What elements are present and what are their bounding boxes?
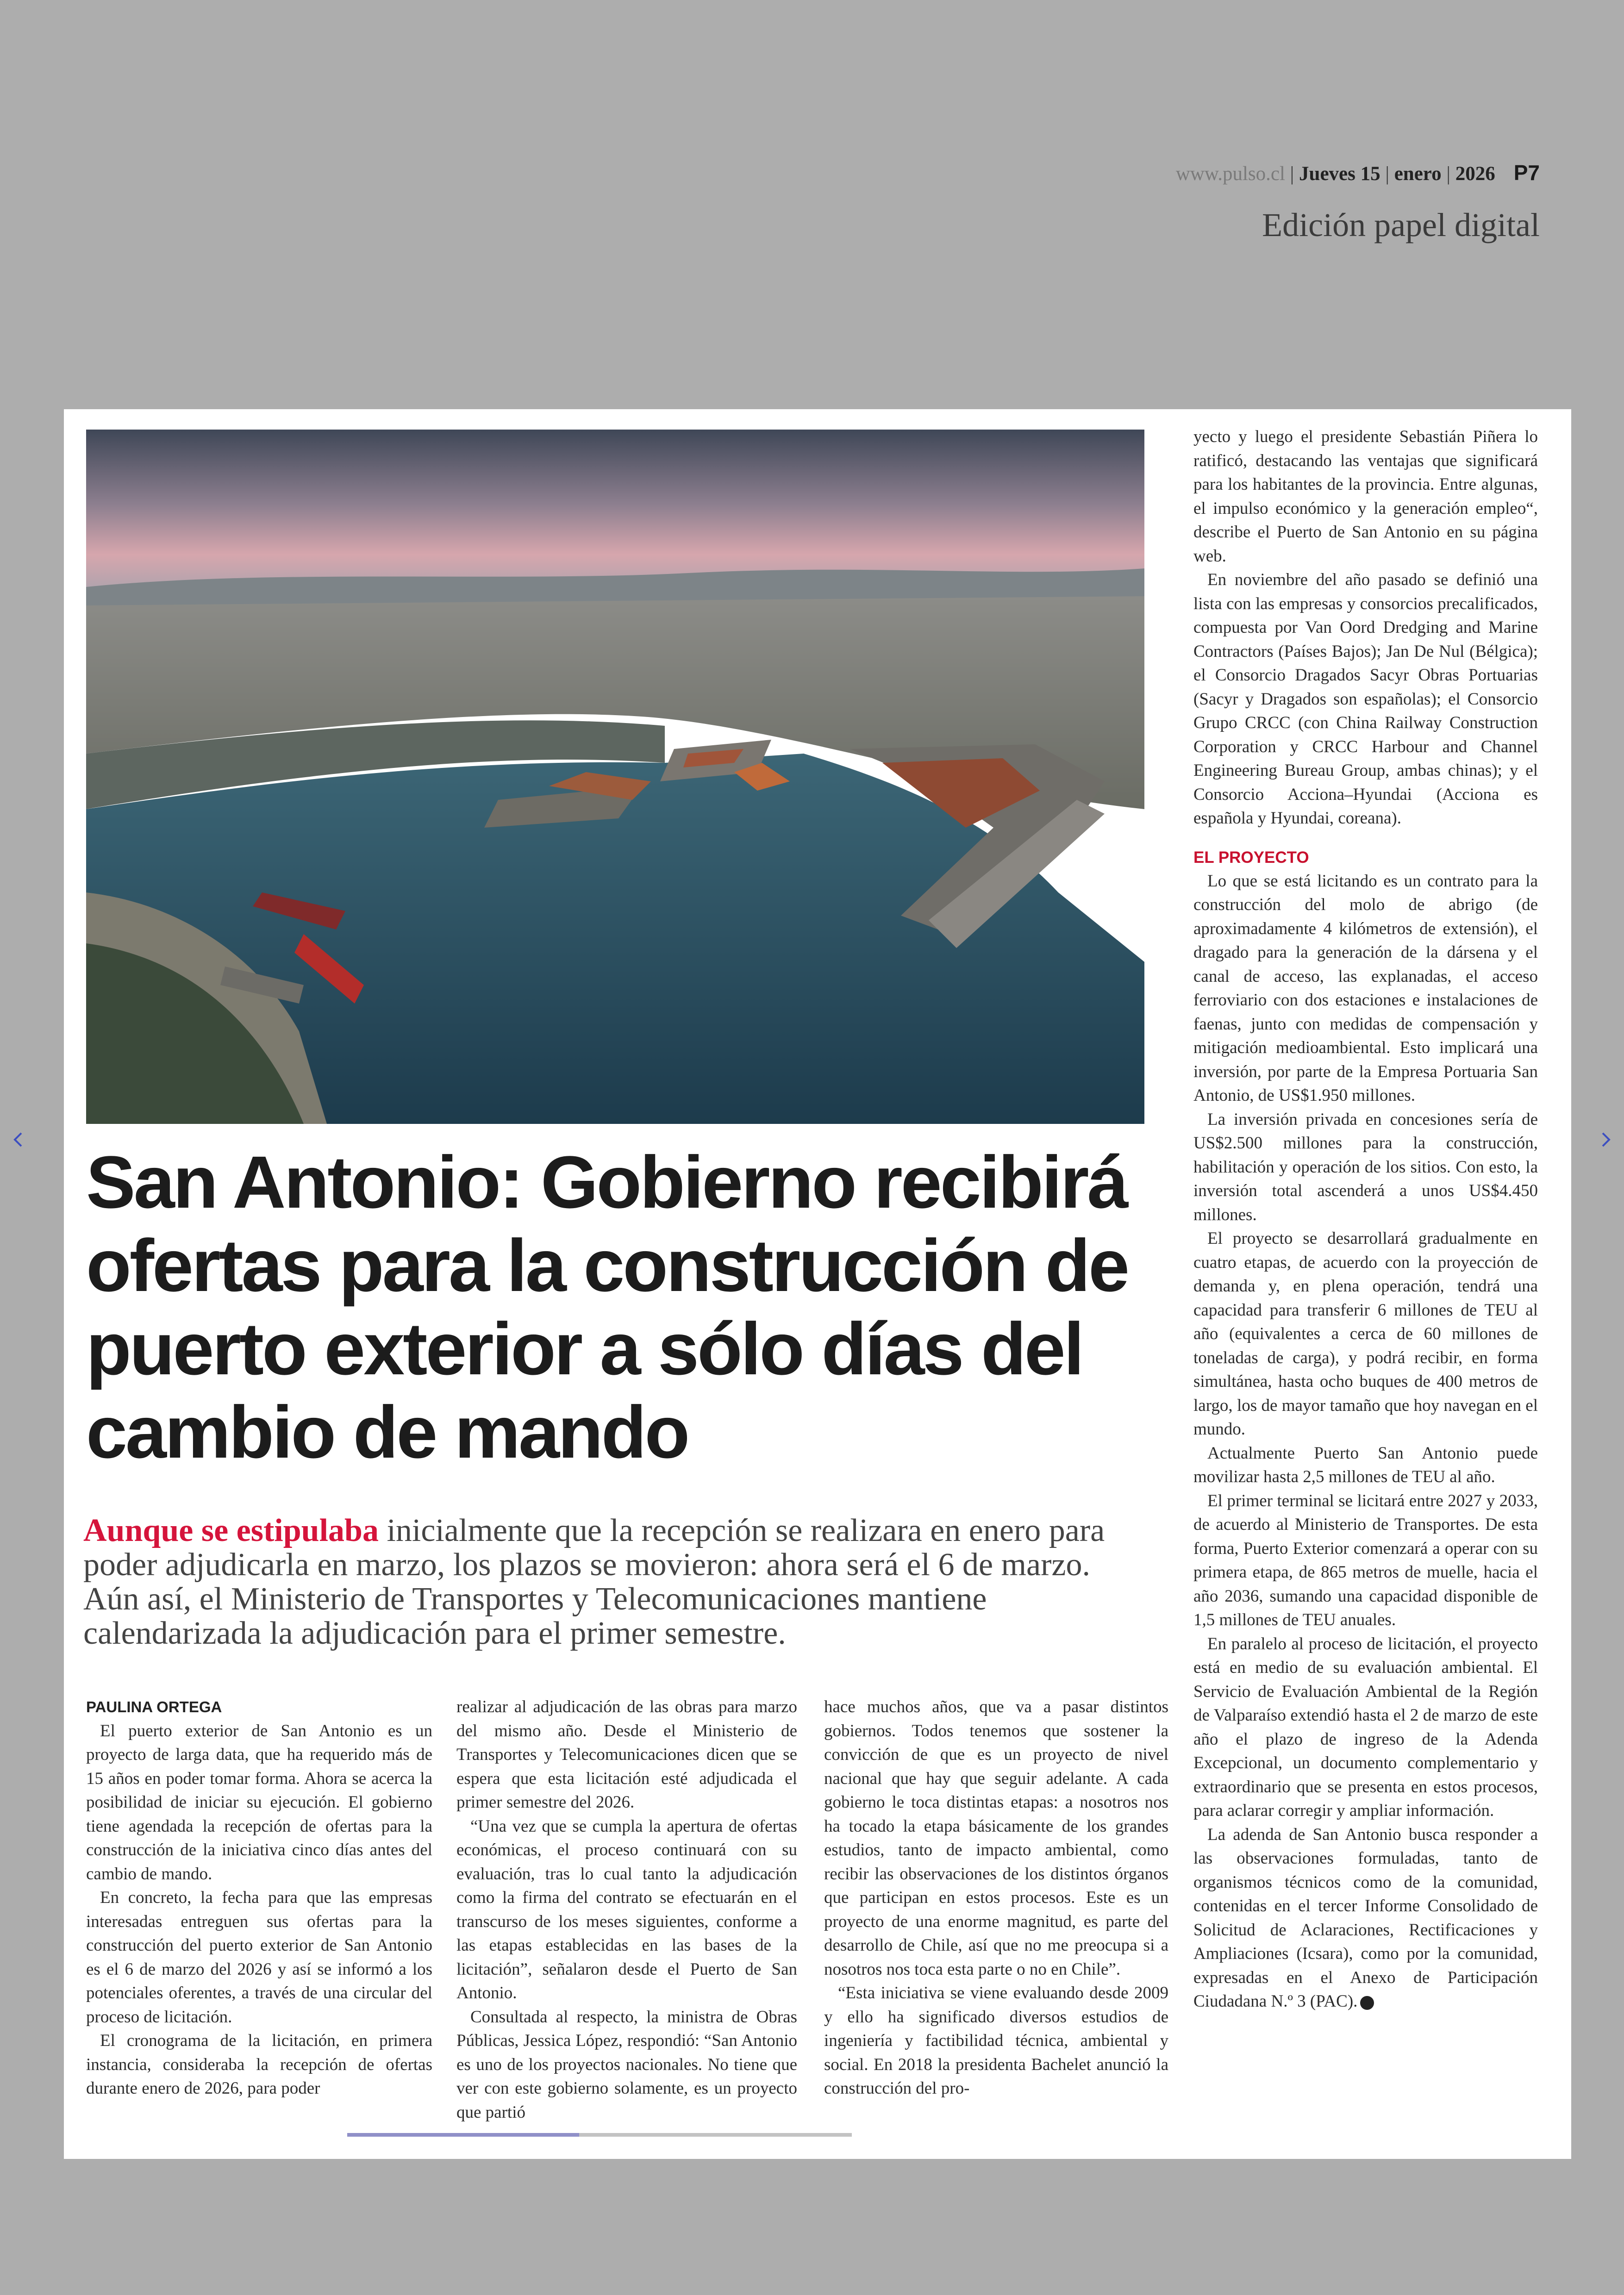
paragraph: La adenda de San Antonio busca responder a las observaciones formuladas, tanto de organismos técnicos como de la comunidad, contenidas en el tercer Informe Consolidado de Solicitud de Aclaraciones, Rectificaciones y Ampliaciones (Icsara), como por la comunidad, expresadas en el Anexo de Participación Ciudadana N.º 3 (PAC).: [1193, 1825, 1538, 2011]
chevron-left-icon: [8, 1129, 29, 1150]
paragraph: realizar al adjudicación de las obras para marzo del mismo año. Desde el Ministerio de Transportes y Telecomunicaciones dicen que se espera que esta licitación esté adjudicada el primer semestre del 2026.: [456, 1697, 797, 1812]
paragraph: Consultada al respecto, la ministra de Obras Públicas, Jessica López, respondió: “San Antonio es uno de los proyectos nacionales. No tiene que ver con este gobierno solamente, es un proyecto que partió: [456, 2007, 797, 2122]
lead-highlight: Aunque se estipulaba: [83, 1513, 379, 1548]
paragraph: El cronograma de la licitación, en primera instancia, consideraba la recepción de ofertas durante enero de 2026, para poder: [86, 2031, 432, 2098]
page-scroll-progress[interactable]: [347, 2133, 852, 2137]
date-year: 2026: [1455, 163, 1495, 185]
paragraph: hace muchos años, que va a pasar distintos gobiernos. Todos tenemos que sostener la convicción de que es un proyecto de nivel nacional que hay que seguir adelante. A cada gobierno le toca distintas etapas: a nosotros nos ha tocado la etapa básicamente de los grandes estudios, tanto de impacto ambiental, como recibir las observaciones de los distintos órganos que participan en estos procesos. Este es un proyecto de una enorme magnitud, es parte del desarrollo de Chile, así que no me preocupa si a nosotros nos toca esta parte o no en Chile”.: [824, 1697, 1168, 1979]
section-heading: EL PROYECTO: [1193, 848, 1309, 867]
progress-fill: [347, 2133, 579, 2137]
paragraph: La inversión privada en concesiones sería de US$2.500 millones para la construcción, habilitación y operación de los sitios. Con esto, la inversión total ascenderá a unos US$4.450 millones.: [1193, 1110, 1538, 1224]
article-column-3: [824, 1695, 1168, 2101]
article-column-1: [86, 1695, 432, 2101]
lead-text: inicialmente que la recepción se realizara en enero para poder adjudicarla en marzo, los plazos se movieron: ahora será el 6 de marzo. Aún así, el Ministerio de Transportes y Telecomunicaciones mantiene calendarizada la adjudicación para el primer semestre.: [83, 1513, 1105, 1651]
site-url[interactable]: www.pulso.cl: [1175, 163, 1285, 185]
paragraph: “Una vez que se cumpla la apertura de ofertas económicas, el proceso continuará con su evaluación, tras lo cual tanto la adjudicación como la firma del contrato se efectuarán en el transcurso de los meses siguientes, conforme a las etapas establecidas en las bases de la licitación”, señalaron desde el Puerto de San Antonio.: [456, 1816, 797, 2002]
end-of-article-icon: [1360, 1996, 1374, 2010]
edition-label: Edición papel digital: [1262, 206, 1540, 243]
byline: PAULINA ORTEGA: [86, 1698, 222, 1715]
date-month: enero: [1394, 163, 1442, 185]
paragraph: En concreto, la fecha para que las empresas interesadas entreguen sus ofertas para la construcción del puerto exterior de San Antonio es el 6 de marzo del 2026 y así se informó a los potenciales oferentes, a través de una circular del proceso de licitación.: [86, 1888, 432, 2027]
article-lead: [83, 1514, 1148, 1651]
paragraph: Lo que se está licitando es un contrato para la construcción del molo de abrigo (de aproximadamente 4 kilómetros de extensión), el dragado para la generación de la dársena y el canal de acceso, las explanadas, el acceso ferroviario con dos estaciones e instalaciones de faenas, junto con medidas de compensación y mitigación medioambiental. Esto implicará una inversión, por parte de la Empresa Portuaria San Antonio, de US$1.950 millones.: [1193, 871, 1538, 1105]
paragraph: Actualmente Puerto San Antonio puede movilizar hasta 2,5 millones de TEU al año.: [1193, 1443, 1538, 1486]
page-number: P7: [1513, 161, 1540, 185]
paragraph: En noviembre del año pasado se definió una lista con las empresas y consorcios precalificados, compuesta por Van Oord Dredging and Marine Contractors (Países Bajos); Jan De Nul (Bélgica); el Consorcio Dragados Sacyr Obras Portuarias (Sacyr y Dragados son españolas); el Consorcio Grupo CRCC (con China Railway Construction Corporation y CRCC Harbour and Channel Engineering Bureau Group, ambas chinas); y el Consorcio Acciona–Hyundai (Acciona es española y Hyundai, coreana).: [1193, 570, 1538, 828]
newspaper-page: [64, 409, 1571, 2159]
article-column-2: [456, 1695, 797, 2124]
date-day: Jueves 15: [1299, 163, 1380, 185]
chevron-right-icon: [1595, 1129, 1616, 1150]
paragraph: En paralelo al proceso de licitación, el proyecto está en medio de su evaluación ambiental. El Servicio de Evaluación Ambiental de la Región de Valparaíso extendió hasta el 2 de marzo de este año el plazo de ingreso de la Adenda Excepcional, un documento complementario y extraordinario que se presenta en estos procesos, para aclarar corregir y ampliar información.: [1193, 1634, 1538, 1820]
article-column-4: [1193, 425, 1538, 2014]
paragraph: El primer terminal se licitará entre 2027 y 2033, de acuerdo al Ministerio de Transportes. De esta forma, Puerto Exterior comenzará a operar con su primera etapa, de 865 metros de muelle, hacia el año 2036, sumando una capacidad disponible de 1,5 millones de TEU anuales.: [1193, 1491, 1538, 1629]
paragraph: yecto y luego el presidente Sebastián Piñera lo ratificó, destacando las ventajas que significará para los habitantes de la provincia. Entre algunas, el impulso económico y la generación empleo“, describe el Puerto de San Antonio en su página web.: [1193, 427, 1538, 566]
page-header-info: www.pulso.cl | Jueves 15 | enero | 2026 P7: [1175, 161, 1540, 185]
paragraph: El proyecto se desarrollará gradualmente en cuatro etapas, de acuerdo con la proyección de demanda y, en plena operación, tendrá una capacidad para transferir 6 millones de TEU al año (equivalentes a cerca de 60 millones de toneladas de carga), y podrá recibir, en forma simultánea, hasta ocho buques de 400 metros de largo, los de mayor tamaño que hoy navegan en el mundo.: [1193, 1229, 1538, 1439]
headline: San Antonio: Gobierno recibirá ofertas para la construcción de puerto exterior a sólo días del cambio de mando: [86, 1141, 1128, 1473]
paragraph: “Esta iniciativa se viene evaluando desde 2009 y ello ha significado diversos estudios de ingeniería y factibilidad técnica, ambiental y social. En 2018 la presidenta Bachelet anunció la construcción del pro-: [824, 1983, 1168, 2098]
next-page-button[interactable]: [1595, 1129, 1616, 1150]
paragraph: El puerto exterior de San Antonio es un proyecto de larga data, que ha requerido más de 15 años en poder tomar forma. Ahora se acerca la posibilidad de iniciar su ejecución. El gobierno tiene agendada la recepción de ofertas para la construcción de la iniciativa cinco días antes del cambio de mando.: [86, 1721, 432, 1883]
port-aerial-photo: [86, 430, 1144, 1124]
previous-page-button[interactable]: [8, 1129, 29, 1150]
